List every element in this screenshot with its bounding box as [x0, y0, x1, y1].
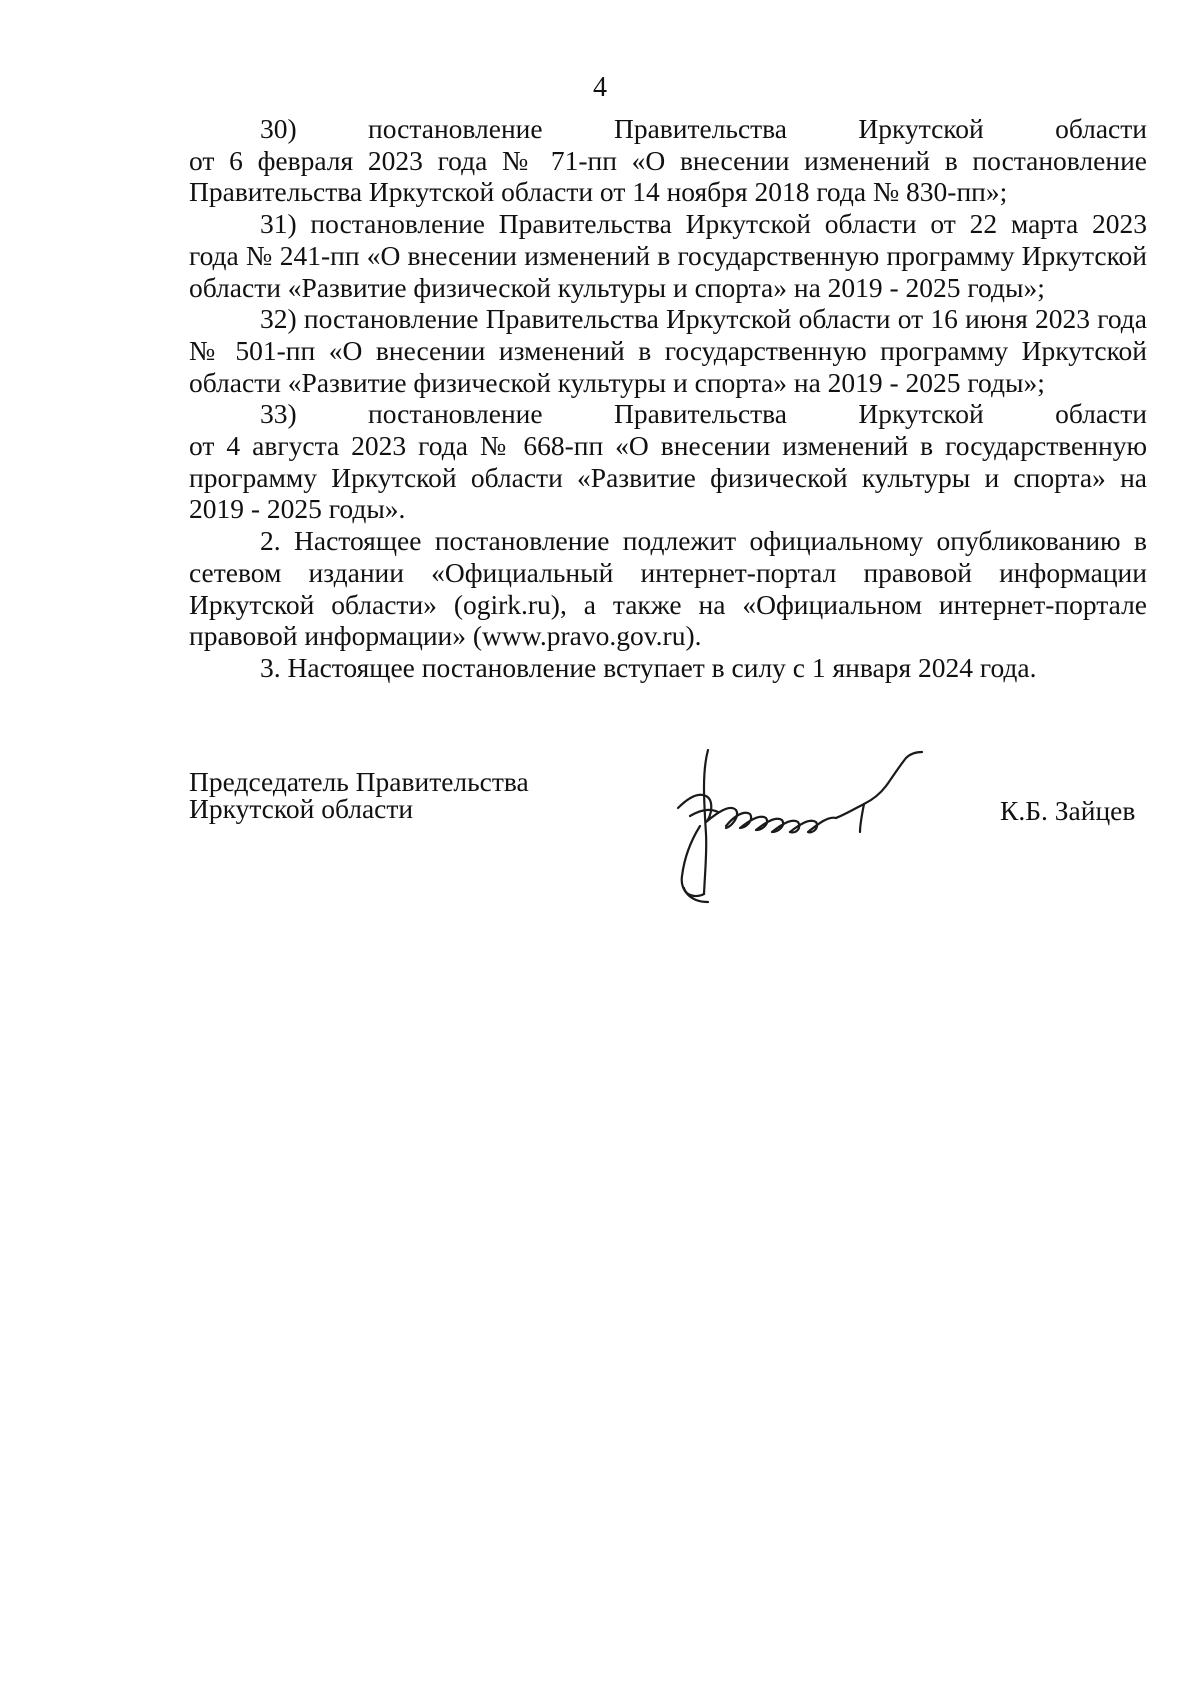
clause-publication: 2. Настоящее постановление подлежит официальному опубликованию в сетевом издании «Официальный интернет-портал правовой информации Иркутской области» (ogirk.ru), а также на «Официальном интернет-портале правовой информации» (www.pravo.gov.ru). [189, 525, 1147, 652]
list-item-33-rest: от 4 августа 2023 года № 668-пп «О внесении изменений в государственную программу Иркутской области «Развитие физической культуры и спорта» на 2019 - 2025 годы». [189, 430, 1147, 525]
list-item-30-first-line: 30) постановление Правительства Иркутской области [260, 113, 1147, 144]
handwritten-signature [660, 742, 960, 912]
list-item-33 [189, 398, 1147, 525]
list-item-32: 32) постановление Правительства Иркутской области от 16 июня 2023 года № 501-пп «О внесении изменений в государственную программу Иркутской области «Развитие физической культуры и спорта» на 2019 - 2025 годы»; [189, 303, 1147, 398]
signatory-title-line1: Председатель Правительства [189, 766, 529, 797]
document-body [189, 113, 1147, 684]
signatory-title [189, 768, 529, 822]
list-item-30 [189, 113, 1147, 208]
clause-effective-date: 3. Настоящее постановление вступает в силу с 1 января 2024 года. [260, 651, 1037, 683]
list-item-33-first-line: 33) постановление Правительства Иркутской области [260, 398, 1147, 430]
list-item-31: 31) постановление Правительства Иркутской области от 22 марта 2023 года № 241-пп «О внесении изменений в государственную программу Иркутской области «Развитие физической культуры и спорта» на 2019 - 2025 годы»; [189, 208, 1147, 303]
page-number: 4 [593, 72, 607, 103]
list-item-30-rest: от 6 февраля 2023 года № 71-пп «О внесении изменений в постановление Правительства Иркутской области от 14 ноября 2018 года № 830-пп»; [189, 144, 1147, 208]
signatory-title-line2: Иркутской области [189, 793, 414, 824]
signatory-name: К.Б. Зайцев [1000, 795, 1136, 826]
